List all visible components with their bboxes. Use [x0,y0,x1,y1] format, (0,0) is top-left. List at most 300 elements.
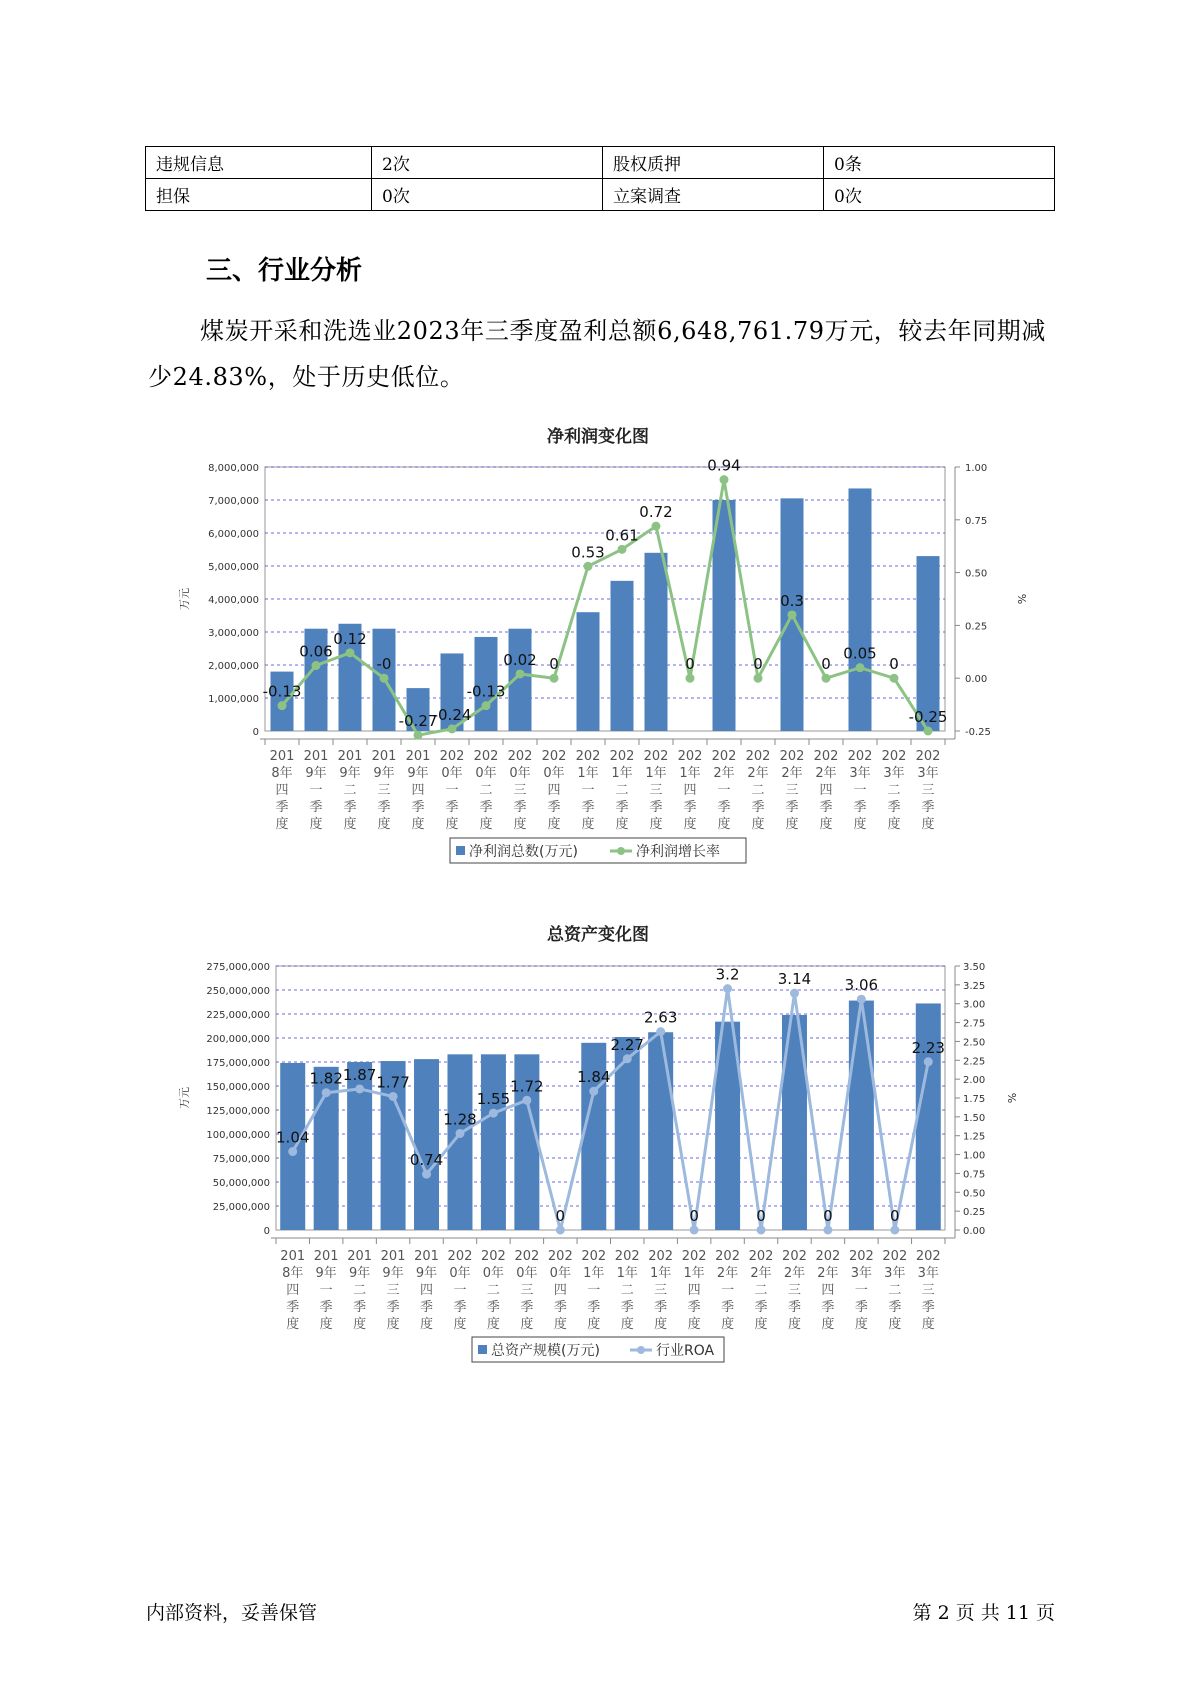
y2-tick-label: 1.75 [963,1094,986,1105]
line-point [550,674,559,683]
category-label: 202 [541,749,567,764]
data-label: 0.94 [707,456,741,475]
category-label: 度 [319,1317,333,1332]
category-label: 1年 [583,1266,605,1281]
data-label: 3.06 [844,976,879,995]
category-label: 0年 [475,766,497,781]
category-label: 二 [343,783,357,798]
category-label: 201 [347,1249,373,1264]
category-label: 201 [405,749,431,764]
category-label: 3年 [849,766,871,781]
y-tick-label: 3,000,000 [208,628,259,639]
category-label: 0年 [509,766,531,781]
data-label: 0.61 [605,526,639,545]
category-label: 201 [269,749,295,764]
category-label: 1年 [577,766,599,781]
category-label: 季 [275,800,289,815]
y2-tick-label: 0.50 [963,1188,986,1200]
line-point [890,674,899,683]
table-value-cell: 0次 [372,179,603,211]
y2-tick-label: 0.00 [963,1226,986,1237]
data-label: 0.02 [503,650,537,669]
data-label: 0 [889,655,899,674]
category-label: 四 [819,783,833,798]
legend-bar-label: 总资产规模(万元) [491,1343,600,1359]
category-label: 202 [881,749,907,764]
category-label: 2年 [815,766,837,781]
category-label: 季 [309,800,323,815]
category-label: 度 [513,817,527,832]
category-label: 二 [353,1283,367,1298]
category-label: 202 [447,1249,473,1264]
category-label: 度 [353,1317,367,1332]
category-label: 一 [853,783,867,798]
category-label: 季 [453,1300,467,1315]
category-label: 度 [553,1317,567,1332]
category-label: 1年 [679,766,701,781]
data-label: -0 [376,655,392,674]
category-label: 度 [654,1317,668,1332]
category-label: 3年 [850,1266,873,1281]
line-point [757,1226,766,1235]
line-point [278,701,287,710]
category-label: 202 [609,749,635,764]
total-assets-chart [0,918,1191,1380]
category-label: 度 [520,1317,534,1332]
y-tick-label: 6,000,000 [208,529,259,540]
data-label: 3.14 [777,970,812,989]
category-label: 202 [779,749,805,764]
line-point [686,674,695,683]
category-label: 季 [787,1300,801,1315]
category-label: 度 [717,817,731,832]
line-point [482,701,491,710]
category-label: 一 [319,1283,333,1298]
category-label: 度 [275,817,289,832]
line-point [522,1096,531,1105]
category-label: 度 [785,817,799,832]
category-label: 202 [748,1249,774,1264]
category-label: 度 [649,817,663,832]
category-label: 202 [581,1249,607,1264]
category-label: 度 [620,1317,634,1332]
data-label: 2.27 [610,1035,644,1054]
chart-title: 净利润变化图 [547,427,649,447]
bar [481,1054,506,1230]
category-label: 一 [453,1283,467,1298]
category-label: 0年 [441,766,463,781]
y-tick-label: 5,000,000 [208,562,259,573]
line-point [924,1057,933,1066]
y-tick-label: 2,000,000 [208,661,259,672]
data-label: 1.84 [577,1068,611,1087]
y-tick-label: 50,000,000 [212,1178,270,1189]
data-label: 0 [549,655,559,674]
category-label: 四 [420,1283,434,1298]
category-label: 度 [921,1317,935,1332]
category-label: 度 [343,817,357,832]
category-label: 度 [386,1317,400,1332]
legend-bar-label: 净利润总数(万元) [469,844,578,860]
y2-tick-label: 1.00 [963,1150,986,1162]
line-point [584,562,593,571]
category-label: 1年 [650,1266,672,1281]
category-label: 季 [853,800,867,815]
line-point [516,669,525,678]
category-label: 季 [420,1300,434,1315]
category-label: 202 [711,749,737,764]
data-label: 1.28 [443,1110,477,1129]
category-label: 201 [303,749,329,764]
y-tick-label: 250,000,000 [206,986,270,997]
data-label: 0 [756,1207,766,1225]
category-label: 季 [411,800,425,815]
y-tick-label: 150,000,000 [206,1082,270,1093]
category-label: 2年 [716,1266,739,1281]
y2-axis-label: % [1015,593,1028,605]
category-label: 季 [754,1300,768,1315]
category-label: 季 [343,800,357,815]
category-label: 季 [821,1300,835,1315]
category-label: 1年 [683,1266,705,1281]
category-label: 一 [309,783,323,798]
category-label: 度 [854,1317,868,1332]
category-label: 度 [751,817,765,832]
data-label: 2.23 [911,1038,945,1057]
category-label: 0年 [543,766,565,781]
category-label: 度 [819,817,833,832]
line-point [589,1087,598,1096]
data-label: -0.24 [432,705,472,724]
category-label: 9年 [305,766,327,781]
data-label: 0 [823,1207,833,1225]
y2-tick-label: 0.25 [965,621,988,633]
line-point [355,1084,364,1093]
category-label: 202 [473,749,499,764]
category-label: 3年 [917,766,939,781]
category-label: 三 [386,1283,400,1298]
y-tick-label: 125,000,000 [206,1106,270,1117]
category-label: 二 [486,1283,500,1298]
y-tick-label: 175,000,000 [206,1058,270,1069]
table-label-cell: 违规信息 [146,147,372,179]
category-label: 度 [888,1317,902,1332]
category-label: 9年 [373,766,395,781]
data-label: 1.77 [376,1073,410,1092]
bar [849,1001,874,1230]
category-label: 度 [479,817,493,832]
category-label: 202 [681,1249,707,1264]
line-point [723,984,732,993]
data-label: 0.06 [299,642,333,661]
line-point [754,674,763,683]
category-label: 季 [587,1300,601,1315]
y-axis-label: 万元 [178,588,191,610]
category-label: 季 [615,800,629,815]
category-label: 3年 [883,766,905,781]
category-label: 季 [547,800,561,815]
table-row [146,179,1055,211]
footer-page-number: 第 2 页 共 11 页 [912,1602,1055,1624]
data-label: 0.72 [639,503,673,522]
category-label: 度 [754,1317,768,1332]
category-label: 一 [717,783,731,798]
y2-tick-label: -0.25 [965,727,991,738]
category-label: 季 [353,1300,367,1315]
category-label: 二 [751,783,765,798]
category-label: 季 [683,800,697,815]
bar [917,556,940,731]
y2-tick-label: 2.75 [963,1018,986,1030]
y2-tick-label: 0.00 [965,674,988,686]
category-label: 202 [514,1249,540,1264]
y-tick-label: 8,000,000 [208,463,259,474]
category-label: 202 [507,749,533,764]
data-label: 0 [890,1207,900,1225]
category-label: 度 [587,1317,601,1332]
line-point [380,674,389,683]
category-label: 2年 [781,766,803,781]
category-label: 0年 [482,1266,505,1281]
category-label: 度 [486,1317,500,1332]
category-label: 8年 [271,766,293,781]
category-label: 度 [787,1317,801,1332]
category-label: 202 [648,1249,674,1264]
category-label: 四 [821,1283,835,1298]
y-tick-label: 225,000,000 [206,1010,270,1021]
category-label: 9年 [315,1266,337,1281]
category-label: 三 [921,783,935,798]
category-label: 9年 [415,1266,438,1281]
category-label: 201 [380,1249,406,1264]
data-label: 2.63 [643,1008,678,1027]
category-label: 四 [411,783,425,798]
y2-tick-label: 1.50 [963,1112,986,1124]
category-label: 季 [649,800,663,815]
category-label: 季 [717,800,731,815]
category-label: 1年 [616,1266,638,1281]
category-label: 3年 [884,1266,906,1281]
data-label: 0.05 [843,644,877,663]
y2-axis-label: % [1005,1092,1018,1104]
category-label: 季 [479,800,493,815]
category-label: 202 [481,1249,506,1264]
category-label: 2年 [817,1266,839,1281]
category-label: 度 [420,1317,434,1332]
line-point [346,648,355,657]
line-point [312,661,321,670]
chart-title: 总资产变化图 [547,925,649,945]
category-label: 度 [853,817,867,832]
bar [414,1059,439,1230]
net-profit-chart [0,420,1191,880]
category-label: 季 [386,1300,400,1315]
category-label: 度 [309,817,323,832]
category-label: 季 [377,800,391,815]
data-label: 1.72 [510,1077,544,1096]
legend-line-label: 行业ROA [656,1343,715,1359]
category-label: 度 [377,817,391,832]
bar [611,581,634,731]
category-label: 9年 [407,766,429,781]
category-label: 202 [813,749,839,764]
category-label: 202 [715,1249,740,1264]
bar [648,1032,673,1230]
data-label: 0 [555,1207,566,1225]
category-label: 二 [479,783,493,798]
y2-tick-label: 2.50 [963,1037,986,1049]
line-point [455,1129,464,1138]
y-axis-label: 万元 [178,1087,191,1109]
category-label: 季 [486,1300,500,1315]
category-label: 四 [683,783,697,798]
category-label: 季 [513,800,527,815]
y2-tick-label: 1.00 [965,463,988,474]
category-label: 1年 [645,766,667,781]
category-label: 二 [615,783,629,798]
category-label: 季 [319,1300,333,1315]
category-label: 2年 [783,1266,806,1281]
category-label: 三 [520,1283,534,1298]
line-point [618,545,627,554]
legend-bar-swatch [478,1345,487,1354]
data-label: 0 [753,655,763,674]
category-label: 季 [785,800,799,815]
category-label: 202 [614,1249,640,1264]
category-label: 季 [887,800,901,815]
category-label: 一 [587,1283,601,1298]
category-label: 二 [620,1283,634,1298]
category-label: 201 [371,749,397,764]
data-label: 3.2 [715,965,740,984]
category-label: 202 [847,749,873,764]
category-label: 202 [575,749,601,764]
category-label: 度 [581,817,595,832]
category-label: 201 [414,1249,439,1264]
y2-tick-label: 3.50 [963,962,986,973]
table-value-cell: 0次 [824,179,1055,211]
category-label: 四 [547,783,561,798]
category-label: 度 [411,817,425,832]
line-point [422,1170,431,1179]
category-label: 季 [445,800,459,815]
category-label: 三 [654,1283,668,1298]
category-label: 四 [553,1283,567,1298]
table-label-cell: 立案调查 [603,179,824,211]
category-label: 202 [677,749,703,764]
table-value-cell: 2次 [372,147,603,179]
data-label: 1.87 [342,1065,377,1084]
bar [916,1003,941,1230]
category-label: 202 [643,749,669,764]
category-label: 度 [821,1317,835,1332]
analysis-paragraph: 煤炭开采和洗选业2023年三季度盈利总额6,648,761.79万元，较去年同期减少24.83%，处于历史低位。 [148,317,1046,391]
line-point [788,610,797,619]
category-label: 度 [615,817,629,832]
category-label: 二 [888,1283,902,1298]
line-point [489,1109,498,1118]
category-label: 202 [915,1249,941,1264]
legend-bar-swatch [456,846,465,855]
y-tick-label: 25,000,000 [212,1202,270,1213]
y2-tick-label: 0.50 [965,568,988,580]
category-label: 季 [819,800,833,815]
data-label: 0.12 [333,629,367,648]
y-tick-label: 275,000,000 [206,962,270,973]
category-label: 202 [439,749,465,764]
bar [577,612,600,731]
data-label: 0 [689,1207,699,1225]
category-label: 度 [445,817,459,832]
data-label: 0 [821,655,831,674]
category-label: 季 [286,1300,300,1315]
category-label: 202 [882,1249,908,1264]
line-point [652,522,661,531]
category-label: 3年 [917,1266,939,1281]
line-point [924,727,933,736]
category-label: 度 [286,1317,300,1332]
category-label: 9年 [348,1266,371,1281]
category-label: 四 [275,783,289,798]
y2-tick-label: 3.00 [963,999,986,1011]
category-label: 四 [687,1283,701,1298]
data-label: -0.13 [262,682,302,701]
data-label: -0.27 [398,712,438,731]
category-label: 0年 [449,1266,471,1281]
category-label: 季 [921,1300,935,1315]
category-label: 202 [848,1249,874,1264]
category-label: 度 [921,817,935,832]
line-point [288,1147,297,1156]
category-label: 202 [915,749,941,764]
line-point [556,1226,565,1235]
footer-confidential-note: 内部资料，妥善保管 [146,1602,318,1624]
data-label: 1.55 [476,1090,511,1109]
legend-line-label: 净利润增长率 [636,844,720,860]
category-label: 度 [721,1317,735,1332]
category-label: 201 [337,749,363,764]
category-label: 1年 [611,766,633,781]
y-tick-label: 4,000,000 [208,595,259,606]
category-label: 一 [581,783,595,798]
y-tick-label: 7,000,000 [208,496,259,507]
data-label: 0 [685,655,695,674]
plot-area [276,966,945,1230]
y-tick-label: 1,000,000 [208,694,259,705]
category-label: 度 [887,817,901,832]
category-label: 201 [280,1249,306,1264]
category-label: 季 [751,800,765,815]
category-label: 度 [687,1317,701,1332]
table-label-cell: 担保 [146,179,372,211]
line-point [448,724,457,733]
category-label: 2年 [713,766,735,781]
y-tick-label: 200,000,000 [206,1034,270,1045]
category-label: 季 [888,1300,902,1315]
category-label: 0年 [516,1266,538,1281]
y-tick-label: 0 [263,1226,270,1237]
y2-tick-label: 2.25 [963,1056,986,1068]
y2-tick-label: 0.75 [965,515,988,527]
category-label: 季 [520,1300,534,1315]
data-label: 0.74 [409,1151,444,1170]
line-point [823,1226,832,1235]
category-label: 三 [513,783,527,798]
y2-tick-label: 0.25 [963,1207,986,1219]
category-label: 度 [453,1317,467,1332]
category-label: 201 [313,1249,339,1264]
section-heading: 三、行业分析 [206,256,363,286]
